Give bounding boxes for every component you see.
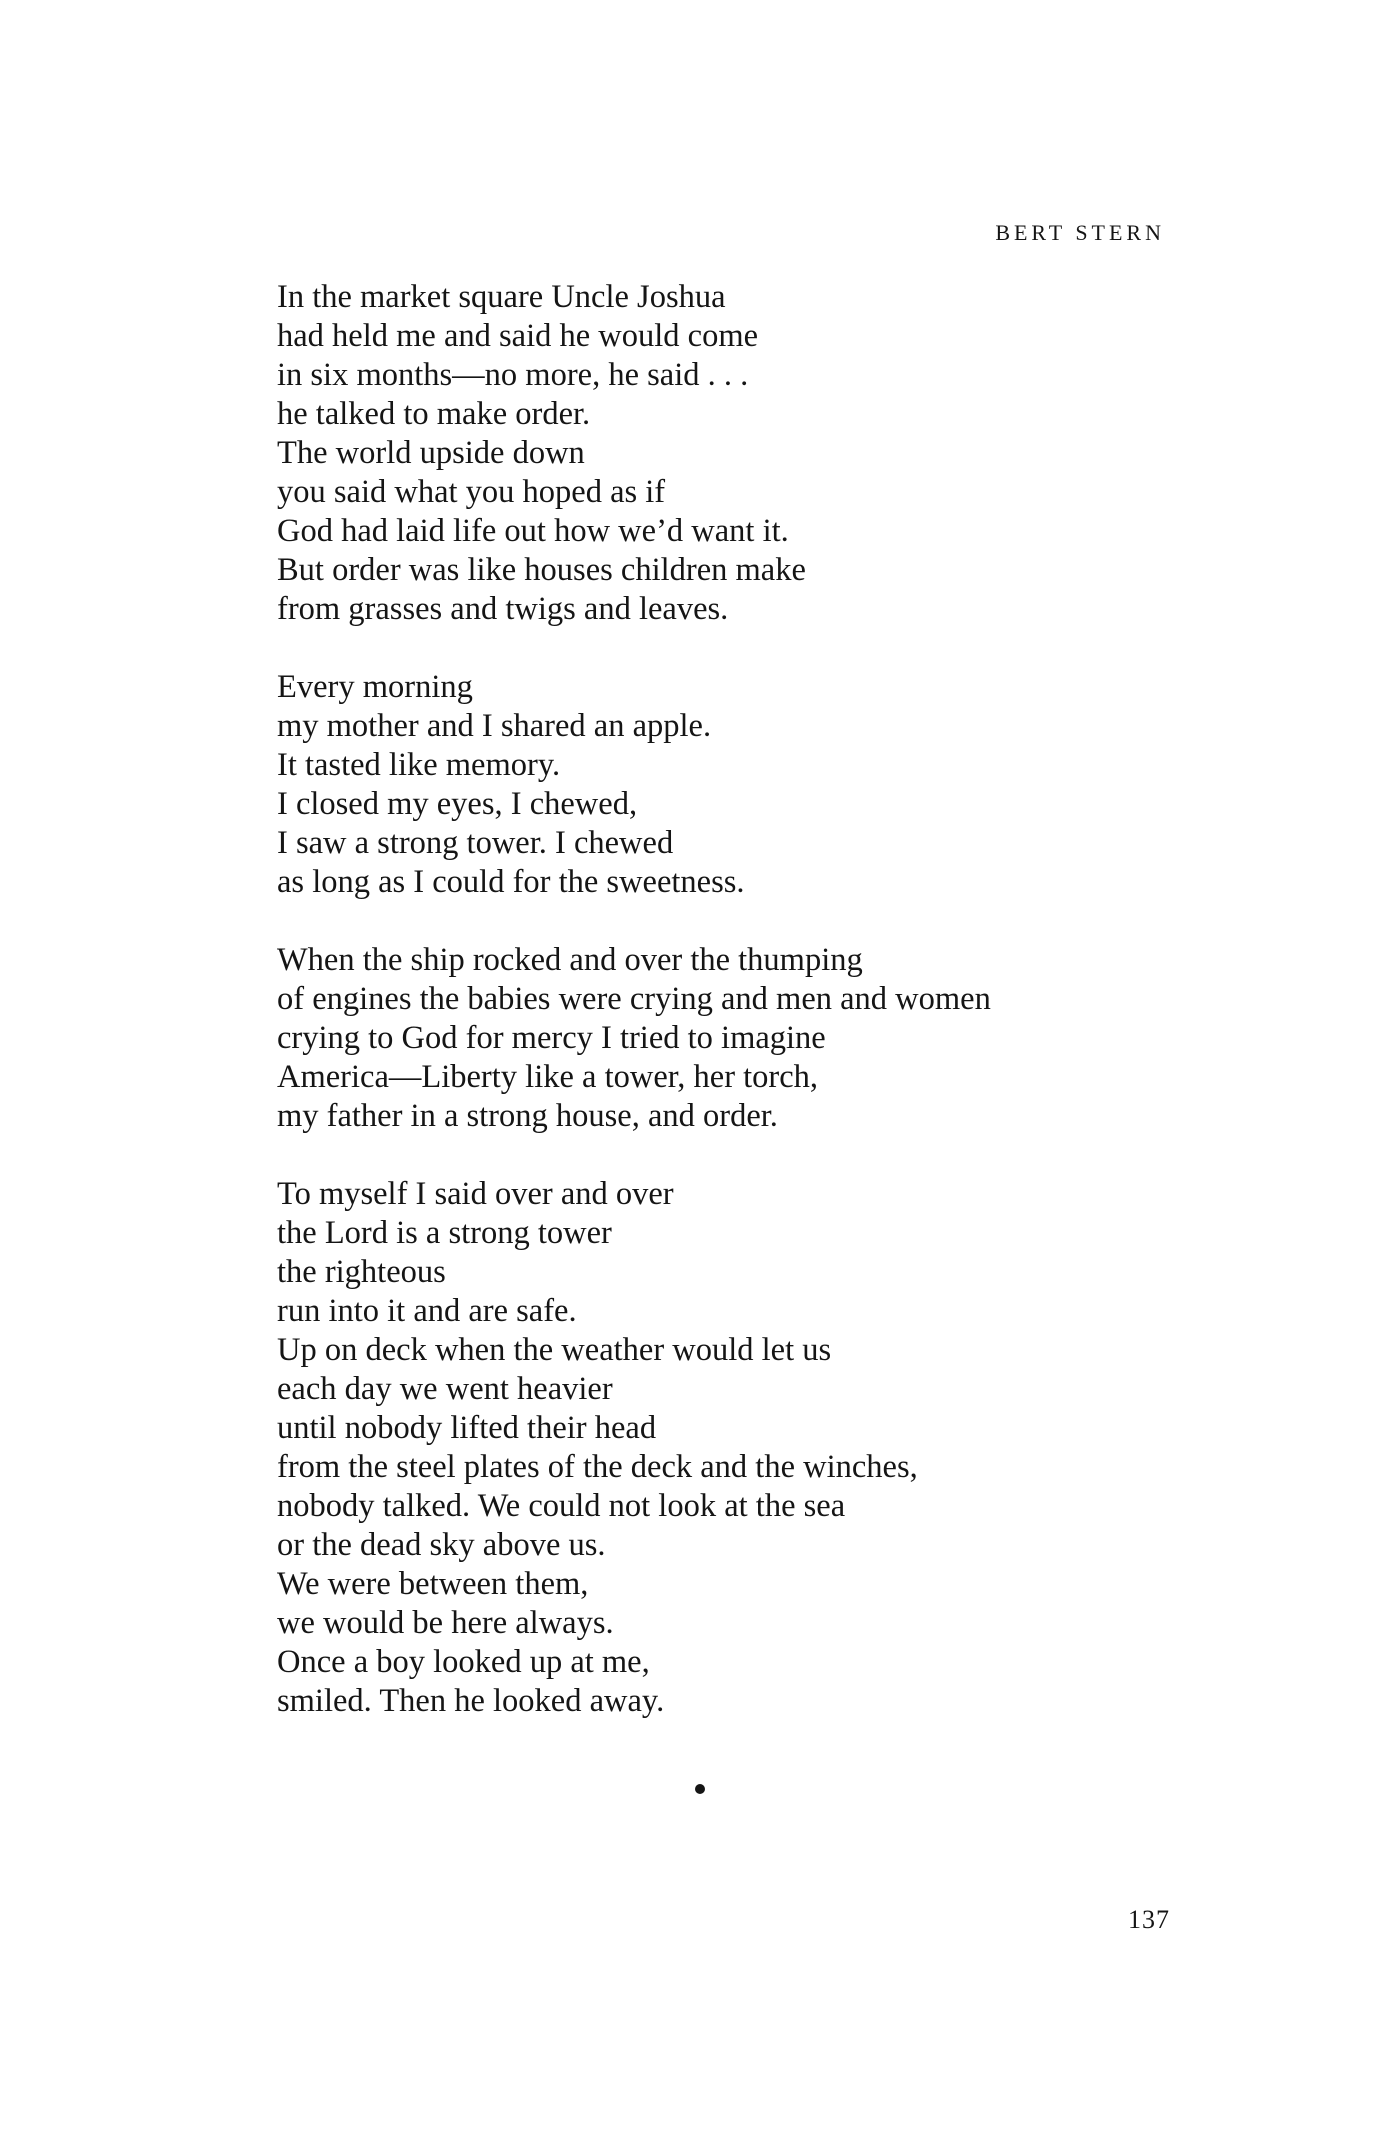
poem-body bbox=[277, 278, 991, 1760]
poem-line: we would be here always. bbox=[277, 1605, 614, 1641]
stanza-4 bbox=[277, 1175, 991, 1721]
poem-line: In the market square Uncle Joshua bbox=[277, 279, 726, 315]
poem-line: It tasted like memory. bbox=[277, 747, 561, 783]
poem-line: from the steel plates of the deck and the winches, bbox=[277, 1449, 918, 1485]
poem-line: We were between them, bbox=[277, 1566, 589, 1602]
poem-line: smiled. Then he looked away. bbox=[277, 1683, 665, 1719]
poem-line: nobody talked. We could not look at the sea bbox=[277, 1488, 846, 1524]
page-number: 137 bbox=[1128, 1905, 1170, 1934]
running-head-author: BERT STERN bbox=[995, 220, 1165, 245]
poem-line: each day we went heavier bbox=[277, 1371, 613, 1407]
stanza-1 bbox=[277, 278, 991, 629]
poem-line: he talked to make order. bbox=[277, 396, 591, 432]
poem-line: But order was like houses children make bbox=[277, 552, 806, 588]
poem-line: The world upside down bbox=[277, 435, 585, 471]
poem-line: my father in a strong house, and order. bbox=[277, 1098, 778, 1134]
poem-line: you said what you hoped as if bbox=[277, 474, 666, 510]
poem-line: from grasses and twigs and leaves. bbox=[277, 591, 729, 627]
poem-line: the Lord is a strong tower bbox=[277, 1215, 612, 1251]
poem-line: When the ship rocked and over the thumping bbox=[277, 942, 863, 978]
poem-line: America—Liberty like a tower, her torch, bbox=[277, 1059, 819, 1095]
poem-line: I closed my eyes, I chewed, bbox=[277, 786, 638, 822]
poem-line: as long as I could for the sweetness. bbox=[277, 864, 745, 900]
poem-line: Up on deck when the weather would let us bbox=[277, 1332, 832, 1368]
poem-line: I saw a strong tower. I chewed bbox=[277, 825, 674, 861]
poem-line: until nobody lifted their head bbox=[277, 1410, 657, 1446]
poem-line: or the dead sky above us. bbox=[277, 1527, 606, 1563]
poem-line: God had laid life out how we’d want it. bbox=[277, 513, 789, 549]
section-end-bullet bbox=[695, 1784, 705, 1794]
stanza-3 bbox=[277, 941, 991, 1136]
poem-line: had held me and said he would come bbox=[277, 318, 759, 354]
poem-line: of engines the babies were crying and men and women bbox=[277, 981, 991, 1017]
poem-line: crying to God for mercy I tried to imagine bbox=[277, 1020, 826, 1056]
poem-line: Every morning bbox=[277, 669, 473, 705]
poem-line: To myself I said over and over bbox=[277, 1176, 674, 1212]
poem-line: run into it and are safe. bbox=[277, 1293, 577, 1329]
poem-line: in six months—no more, he said . . . bbox=[277, 357, 749, 393]
stanza-2 bbox=[277, 668, 991, 902]
poem-line: the righteous bbox=[277, 1254, 446, 1290]
poem-line: my mother and I shared an apple. bbox=[277, 708, 712, 744]
poem-line: Once a boy looked up at me, bbox=[277, 1644, 650, 1680]
